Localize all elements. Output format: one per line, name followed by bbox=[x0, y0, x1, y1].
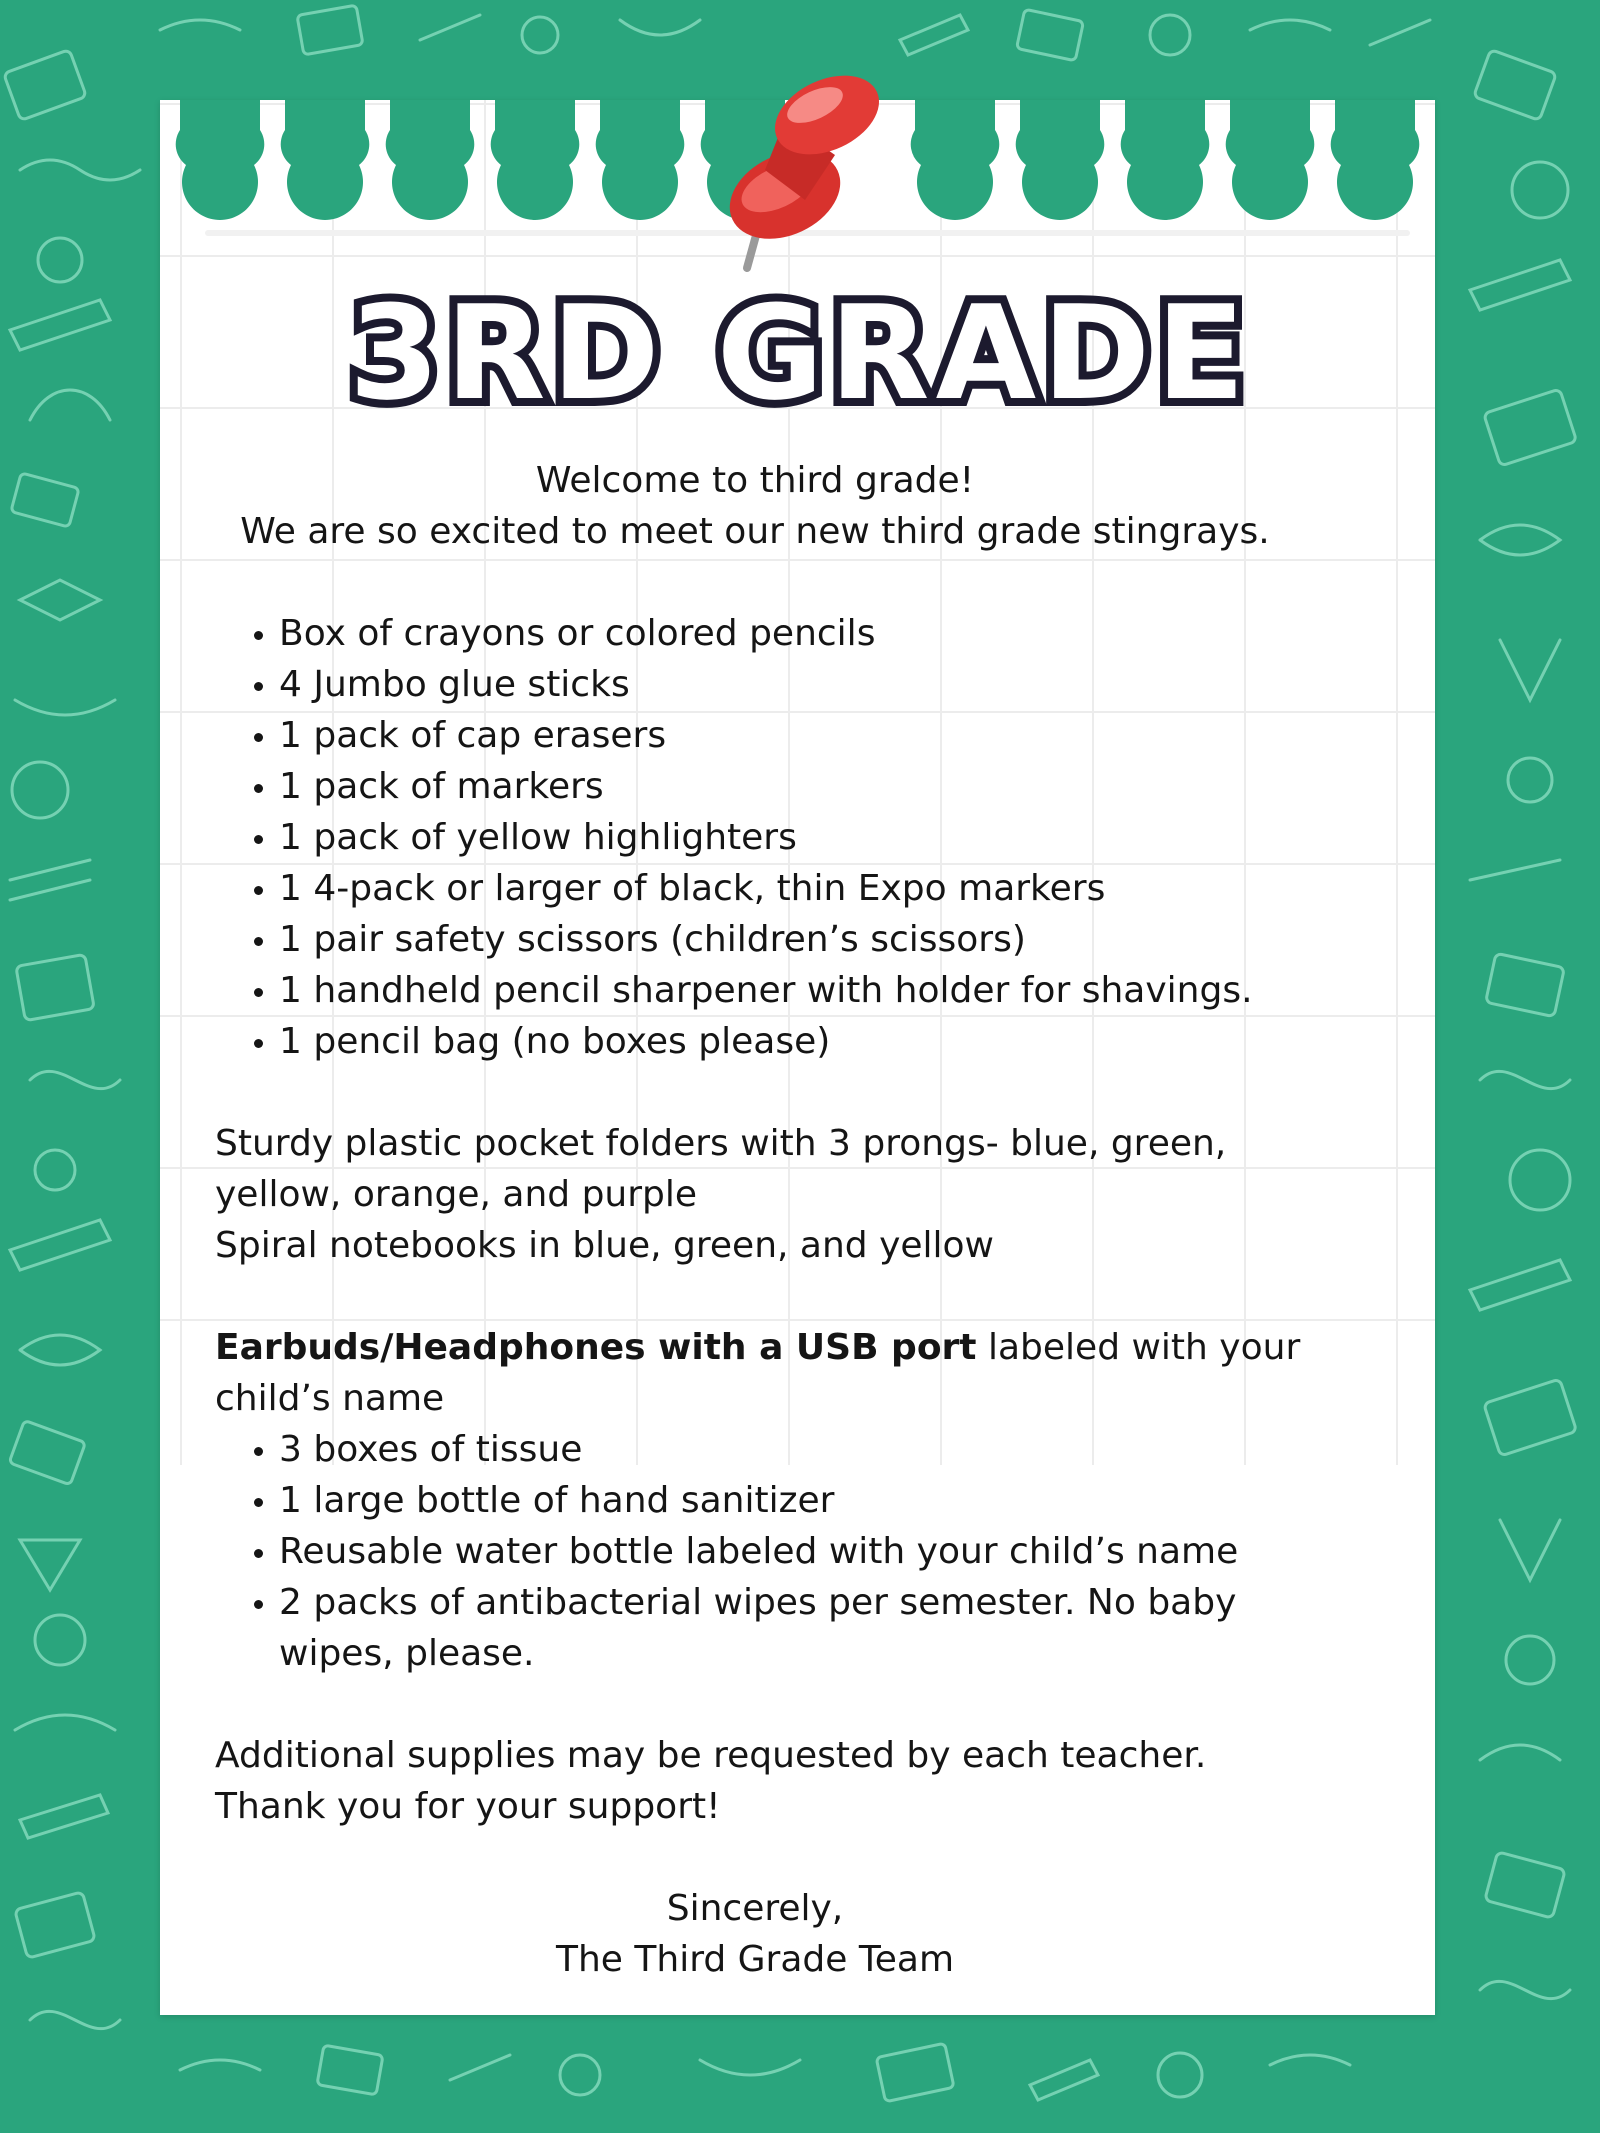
class-supplies-list bbox=[215, 1424, 1355, 1679]
page-title bbox=[160, 280, 1435, 430]
closing-line-1: Additional supplies may be requested by each teacher. bbox=[215, 1735, 1207, 1776]
globe-doodle-icon bbox=[1512, 162, 1568, 218]
closing-line-2: Thank you for your support! bbox=[215, 1786, 721, 1827]
supplies-list bbox=[215, 608, 1355, 1067]
folders-text: Sturdy plastic pocket folders with 3 prongs- blue, green, yellow, orange, and purple bbox=[215, 1123, 1227, 1215]
list-item: • 1 large bottle of hand sanitizer bbox=[279, 1475, 1355, 1526]
title-text: 3RD GRADE bbox=[349, 280, 1251, 429]
letter-content bbox=[215, 455, 1355, 1985]
push-pin-icon bbox=[715, 60, 885, 280]
book-doodle-icon bbox=[4, 50, 87, 121]
list-item: • 1 4-pack or larger of black, thin Expo markers bbox=[279, 863, 1355, 914]
earbuds-rest: labeled with your child’s name bbox=[215, 1327, 1301, 1419]
trophy-doodle-icon bbox=[1500, 640, 1560, 700]
list-item: • 3 boxes of tissue bbox=[279, 1424, 1355, 1475]
list-item: • 4 Jumbo glue sticks bbox=[279, 659, 1355, 710]
list-item: • 1 pencil bag (no boxes please) bbox=[279, 1016, 1355, 1067]
list-item: • 1 pack of cap erasers bbox=[279, 710, 1355, 761]
pencil-doodle-icon bbox=[10, 300, 110, 350]
earbuds-text bbox=[215, 1322, 1355, 1424]
list-item: • 1 pack of yellow highlighters bbox=[279, 812, 1355, 863]
list-item: • 1 pack of markers bbox=[279, 761, 1355, 812]
list-item: • 1 pair safety scissors (children’s scissors) bbox=[279, 914, 1355, 965]
list-item: • 2 packs of antibacterial wipes per semester. No baby wipes, please. bbox=[279, 1577, 1355, 1679]
intro-line-2: We are so excited to meet our new third grade stingrays. bbox=[240, 511, 1270, 552]
clock-doodle-icon bbox=[38, 238, 82, 282]
intro-line-1: Welcome to third grade! bbox=[535, 460, 975, 501]
list-item: • 1 handheld pencil sharpener with holder for shavings. bbox=[279, 965, 1355, 1016]
earbuds-bold: Earbuds/Headphones with a USB port bbox=[215, 1327, 977, 1368]
signature-line-2: The Third Grade Team bbox=[555, 1939, 955, 1980]
list-item: • Box of crayons or colored pencils bbox=[279, 608, 1355, 659]
signature-line-1: Sincerely, bbox=[666, 1888, 844, 1929]
list-item: • Reusable water bottle labeled with your child’s name bbox=[279, 1526, 1355, 1577]
notebooks-text: Spiral notebooks in blue, green, and yellow bbox=[215, 1225, 994, 1266]
